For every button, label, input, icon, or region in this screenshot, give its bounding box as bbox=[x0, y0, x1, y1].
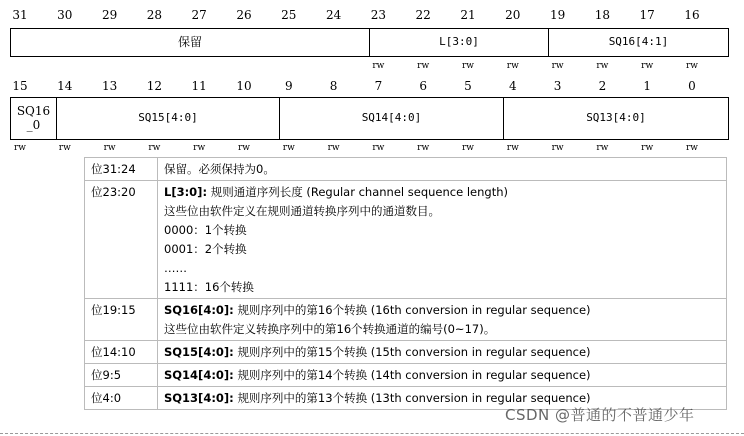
bit-number: 26 bbox=[236, 8, 252, 22]
description-line: 这些位由软件定义在规则通道转换序列中的通道数目。 bbox=[164, 204, 440, 218]
table-row bbox=[85, 299, 727, 341]
access-type: rw bbox=[372, 143, 385, 153]
bit-number: 19 bbox=[549, 8, 566, 22]
bit-number: 7 bbox=[374, 79, 383, 93]
description-line: 0000：1个转换 bbox=[164, 223, 247, 237]
bit-number: 20 bbox=[505, 8, 521, 22]
access-type: rw bbox=[13, 143, 26, 153]
access-type: rw bbox=[237, 143, 250, 153]
access-type: rw bbox=[282, 143, 295, 153]
bits-cell: 位9:5 bbox=[85, 364, 158, 387]
field-l bbox=[369, 28, 549, 57]
field-name: SQ14[4:0]: bbox=[164, 368, 234, 382]
description-line: 0001：2个转换 bbox=[164, 242, 247, 256]
watermark: CSDN @普通的不普通少年 bbox=[505, 406, 695, 424]
access-type: rw bbox=[551, 61, 564, 71]
bit-number: 8 bbox=[329, 79, 338, 93]
access-type: rw bbox=[685, 61, 698, 71]
field-sq14-label: SQ14[4:0] bbox=[361, 111, 422, 125]
description-text: 保留。必须保持为0。 bbox=[164, 162, 275, 176]
access-type: rw bbox=[641, 61, 654, 71]
field-sq16-low-line1: SQ16 bbox=[16, 103, 51, 118]
bit-number: 1 bbox=[643, 79, 651, 93]
bit-number: 29 bbox=[101, 8, 118, 22]
access-type: rw bbox=[596, 143, 609, 153]
bits-cell: 位23:20 bbox=[85, 181, 158, 299]
bits-cell: 位19:15 bbox=[85, 299, 158, 341]
field-name: SQ13[4:0]: bbox=[164, 391, 234, 405]
bit-number: 28 bbox=[146, 8, 163, 22]
bit-number: 4 bbox=[508, 79, 517, 93]
description-text: 规则通道序列长度 (Regular channel sequence length) bbox=[210, 185, 508, 199]
bit-number: 23 bbox=[370, 8, 387, 22]
description-cell bbox=[158, 341, 727, 364]
access-type: rw bbox=[148, 143, 161, 153]
access-type: rw bbox=[417, 143, 430, 153]
bit-number: 18 bbox=[594, 8, 611, 22]
description-cell bbox=[158, 299, 727, 341]
bit-number: 5 bbox=[464, 79, 472, 93]
bit-number: 10 bbox=[236, 79, 252, 93]
table-row bbox=[85, 158, 727, 181]
field-sq16-low-line2: _0 bbox=[26, 117, 41, 132]
bit-number: 0 bbox=[688, 79, 696, 93]
bit-number: 12 bbox=[146, 79, 163, 93]
bits-cell: 位4:0 bbox=[85, 387, 158, 410]
access-type: rw bbox=[417, 61, 430, 71]
bit-number: 17 bbox=[639, 8, 655, 22]
field-sq13 bbox=[503, 97, 729, 140]
bit-number: 9 bbox=[284, 79, 293, 93]
description-line: 1111：16个转换 bbox=[164, 280, 254, 294]
field-name: L[3:0]: bbox=[164, 185, 208, 199]
bit-number: 3 bbox=[553, 79, 562, 93]
access-type: rw bbox=[58, 143, 71, 153]
field-sq16-high bbox=[548, 28, 729, 57]
description-line: …… bbox=[164, 261, 187, 275]
description-cell bbox=[158, 158, 727, 181]
field-sq15 bbox=[56, 97, 280, 140]
access-type: rw bbox=[327, 143, 340, 153]
description-cell bbox=[158, 364, 727, 387]
bit-number: 16 bbox=[684, 8, 700, 22]
field-l-label: L[3:0] bbox=[439, 35, 479, 49]
access-type: rw bbox=[641, 143, 654, 153]
field-sq15-label: SQ15[4:0] bbox=[138, 111, 198, 125]
table-row bbox=[85, 341, 727, 364]
dashed-divider bbox=[0, 433, 744, 434]
description-text: 规则序列中的第16个转换 (16th conversion in regular sequence) bbox=[237, 303, 591, 317]
bits-cell: 位14:10 bbox=[85, 341, 158, 364]
access-type: rw bbox=[685, 143, 698, 153]
field-sq13-label: SQ13[4:0] bbox=[586, 111, 646, 125]
table-row bbox=[85, 181, 727, 299]
access-type: rw bbox=[193, 143, 206, 153]
field-sq16-low bbox=[10, 97, 57, 140]
description-main-line bbox=[164, 183, 722, 202]
field-name: SQ16[4:0]: bbox=[164, 303, 234, 317]
bit-number: 15 bbox=[12, 79, 28, 93]
field-reserved bbox=[10, 28, 370, 57]
bit-number: 2 bbox=[598, 79, 607, 93]
field-name: SQ15[4:0]: bbox=[164, 345, 234, 359]
field-reserved-label: 保留 bbox=[177, 34, 202, 49]
description-text: 规则序列中的第14个转换 (14th conversion in regular sequence) bbox=[237, 368, 591, 382]
bit-number: 31 bbox=[12, 8, 28, 22]
bit-description-table bbox=[84, 157, 727, 410]
access-type: rw bbox=[461, 143, 474, 153]
bit-number: 14 bbox=[57, 79, 73, 93]
field-sq14 bbox=[279, 97, 504, 140]
description-text: 规则序列中的第15个转换 (15th conversion in regular sequence) bbox=[237, 345, 591, 359]
bit-number: 25 bbox=[281, 8, 297, 22]
table-row bbox=[85, 364, 727, 387]
access-type: rw bbox=[461, 61, 474, 71]
bits-cell: 位31:24 bbox=[85, 158, 158, 181]
bit-number: 27 bbox=[191, 8, 207, 22]
bit-number: 22 bbox=[415, 8, 431, 22]
description-line: 这些位由软件定义转换序列中的第16个转换通道的编号(0~17)。 bbox=[164, 322, 496, 336]
bit-number: 13 bbox=[101, 79, 118, 93]
bit-number: 21 bbox=[460, 8, 476, 22]
description-cell bbox=[158, 181, 727, 299]
access-type: rw bbox=[551, 143, 564, 153]
bit-number: 24 bbox=[325, 8, 342, 22]
bit-number: 11 bbox=[191, 79, 207, 93]
bit-number: 6 bbox=[419, 79, 427, 93]
description-text: 规则序列中的第13个转换 (13th conversion in regular sequence) bbox=[237, 391, 591, 405]
access-type: rw bbox=[596, 61, 609, 71]
access-type: rw bbox=[372, 61, 385, 71]
access-type: rw bbox=[103, 143, 116, 153]
field-sq16-high-label: SQ16[4:1] bbox=[608, 35, 669, 49]
access-type: rw bbox=[506, 143, 519, 153]
description-main-line bbox=[164, 301, 722, 320]
bit-number: 30 bbox=[57, 8, 73, 22]
access-type: rw bbox=[506, 61, 519, 71]
